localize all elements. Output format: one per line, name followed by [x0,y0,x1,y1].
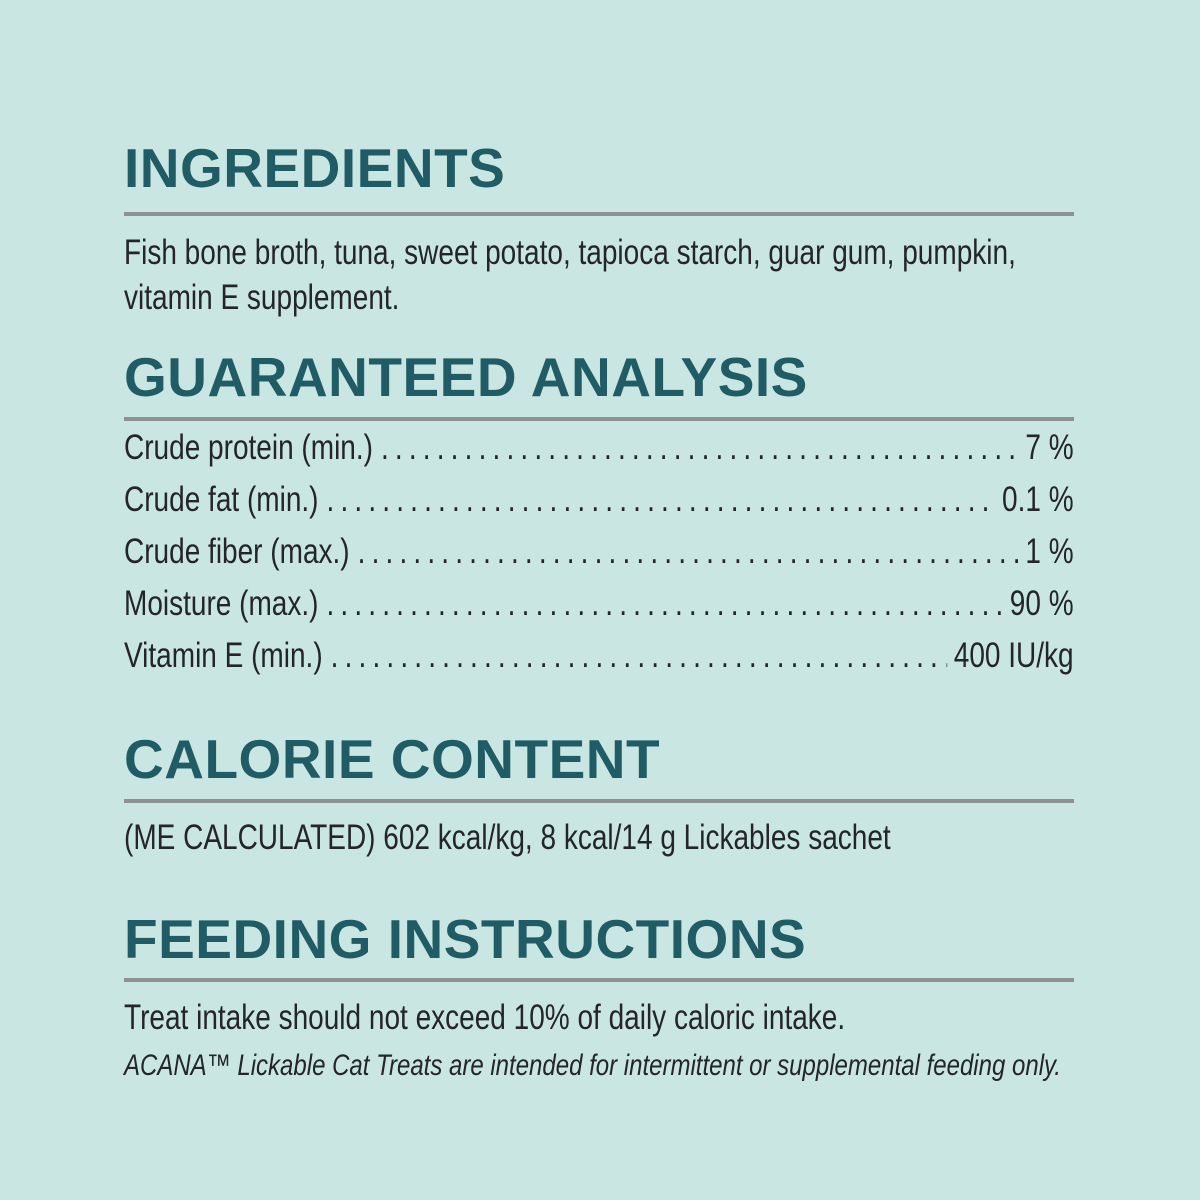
guaranteed-analysis-title: GUARANTEED ANALYSIS [124,346,808,408]
analysis-row-value: 400 IU/kg [953,636,1074,675]
calorie-content-title: CALORIE CONTENT [124,728,661,790]
ingredients-title: INGREDIENTS [124,137,506,199]
ingredients-text: Fish bone broth, tuna, sweet potato, tapioca starch, guar gum, pumpkin, vitamin E supplement. [124,233,1016,317]
feeding-instructions-note: ACANA™ Lickable Cat Treats are intended for intermittent or supplemental feeding only. [124,1049,1061,1082]
analysis-row-label: Vitamin E (min.) [124,636,323,675]
dot-leader [381,422,1019,474]
dot-leader [331,630,948,682]
dot-leader [326,578,1003,630]
analysis-row [124,630,1074,682]
analysis-row-value: 90 % [1009,584,1074,623]
feeding-instructions-text: Treat intake should not exceed 10% of daily caloric intake. [124,998,846,1037]
section-divider [124,799,1074,803]
analysis-row [124,578,1074,630]
section-divider [124,978,1074,982]
section-divider [124,417,1074,421]
dot-leader [358,526,1019,578]
analysis-row-value: 7 % [1025,428,1074,467]
section-divider [124,212,1074,216]
analysis-row-label: Crude protein (min.) [124,428,373,467]
analysis-row [124,474,1074,526]
analysis-row-value: 0.1 % [1002,480,1074,519]
analysis-row-label: Crude fiber (max.) [124,532,350,571]
calorie-content-text: (ME CALCULATED) 602 kcal/kg, 8 kcal/14 g Lickables sachet [124,818,891,857]
guaranteed-analysis-table [124,422,1074,682]
dot-leader [327,474,996,526]
analysis-row-value: 1 % [1025,532,1074,571]
analysis-row-label: Moisture (max.) [124,584,319,623]
analysis-row-label: Crude fat (min.) [124,480,319,519]
feeding-instructions-title: FEEDING INSTRUCTIONS [124,908,807,970]
analysis-row [124,526,1074,578]
analysis-row [124,422,1074,474]
